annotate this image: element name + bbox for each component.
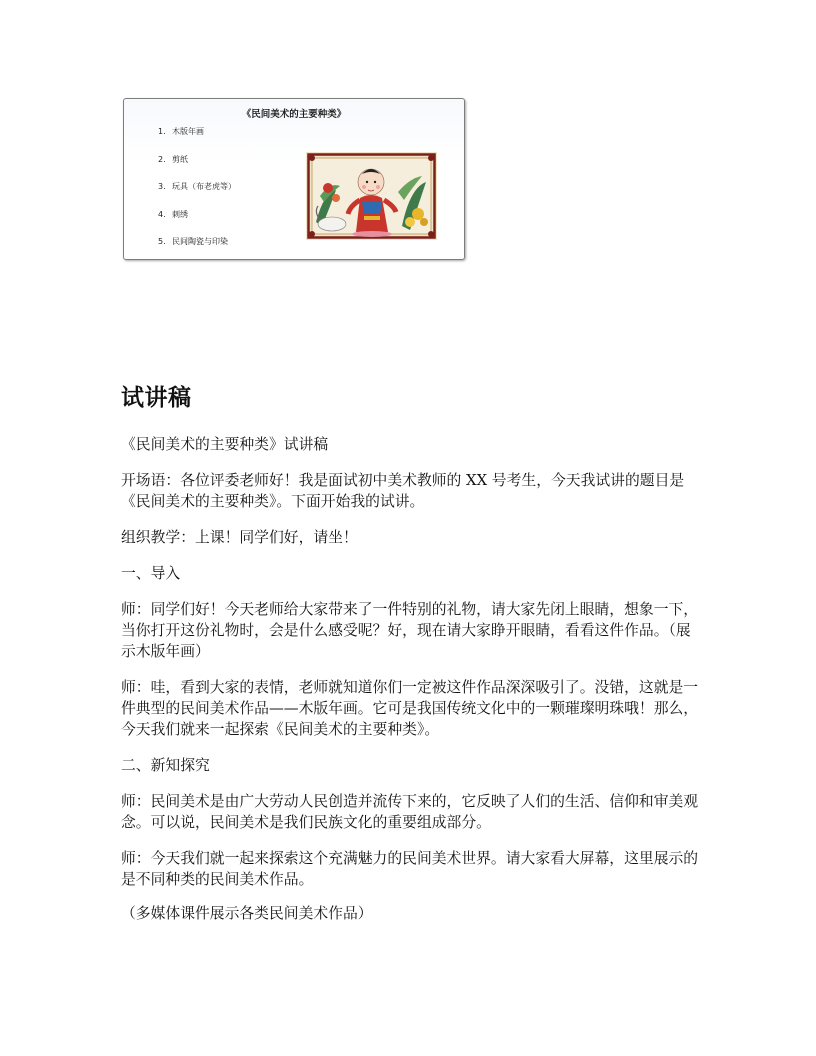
paragraph: 师：民间美术是由广大劳动人民创造并流传下来的，它反映了人们的生活、信仰和审美观念。可以说，民间美术是我们民族文化的重要组成部分。 bbox=[121, 793, 699, 831]
paragraph: 师：哇，看到大家的表情，老师就知道你们一定被这件作品深深吸引了。没错，这就是一件典型的民间美术作品——木版年画。它可是我国传统文化中的一颗璀璨明珠哦！那么，今天我们就来一起探索《民间美术的主要种类》。 bbox=[121, 679, 699, 738]
woodblock-new-year-painting-image bbox=[306, 152, 437, 240]
list-item bbox=[158, 237, 236, 260]
slide-figure bbox=[123, 98, 465, 260]
paragraph: （多媒体课件展示各类民间美术作品） bbox=[121, 905, 373, 922]
list-item-number: 5. bbox=[158, 237, 166, 246]
section-heading: 一、导入 bbox=[121, 565, 181, 582]
list-item-number: 4. bbox=[158, 209, 166, 219]
list-item-text: 民间陶瓷与印染 bbox=[172, 237, 228, 246]
list-item-number: 2. bbox=[158, 154, 166, 164]
paragraph: 《民间美术的主要种类》试讲稿 bbox=[121, 436, 329, 453]
document-title: 试讲稿 bbox=[121, 385, 192, 411]
section-heading: 二、新知探究 bbox=[121, 757, 210, 774]
slide-title: 《民间美术的主要种类》 bbox=[241, 109, 347, 120]
list-item-text: 玩具（布老虎等） bbox=[172, 182, 236, 191]
list-item-text: 刺绣 bbox=[172, 209, 188, 219]
paragraph: 组织教学：上课！同学们好，请坐！ bbox=[121, 529, 358, 546]
slide-list bbox=[158, 127, 236, 260]
list-item bbox=[158, 155, 236, 183]
paragraph: 师：同学们好！今天老师给大家带来了一件特别的礼物，请大家先闭上眼睛，想象一下，当你打开这份礼物时，会是什么感受呢？好，现在请大家睁开眼睛，看看这件作品。（展示木版年画） bbox=[121, 601, 699, 660]
list-item-number: 1. bbox=[158, 127, 166, 136]
document-body bbox=[121, 434, 699, 939]
list-item bbox=[158, 210, 236, 238]
paragraph: 师：今天我们就一起来探索这个充满魅力的民间美术世界。请大家看大屏幕，这里展示的是不同种类的民间美术作品。 bbox=[121, 850, 699, 888]
list-item-text: 剪纸 bbox=[172, 154, 188, 164]
list-item-number: 3. bbox=[158, 182, 166, 191]
paragraph: 开场语：各位评委老师好！我是面试初中美术教师的 XX 号考生，今天我试讲的题目是《民间美术的主要种类》。下面开始我的试讲。 bbox=[121, 472, 685, 510]
list-item bbox=[158, 127, 236, 155]
list-item-text: 木版年画 bbox=[172, 127, 204, 136]
list-item bbox=[158, 182, 236, 210]
